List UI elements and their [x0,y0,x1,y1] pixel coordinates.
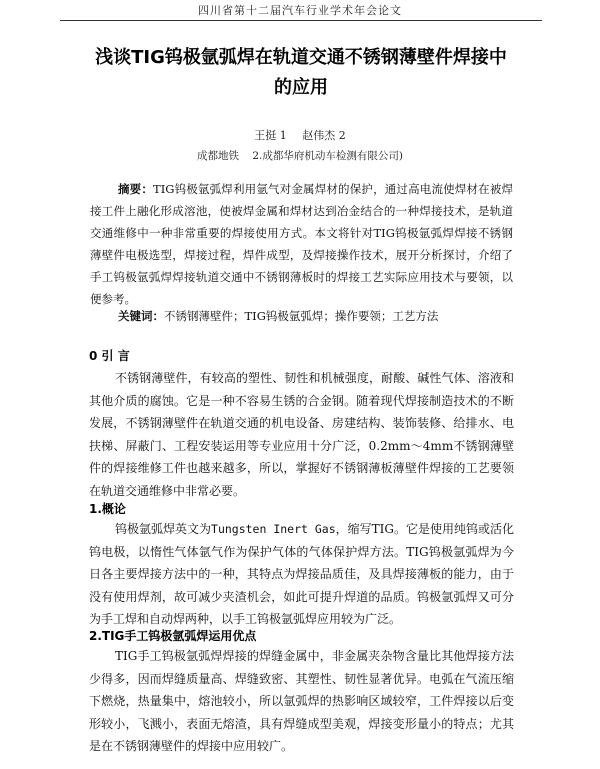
author-2: 赵伟杰 2 [302,129,346,142]
section-paragraph-overview [89,518,514,631]
section-paragraph-introduction: 不锈钢薄壁件，有较高的塑性、韧性和机械强度，耐酸、碱性气体、溶液和其他介质的腐蚀。它是一种不容易生锈的合金钢。随着现代焊接制造技术的不断发展，不锈钢薄壁件在轨道交通的机电设备、房建结构、装饰装修、给排水、电扶梯、屏蔽门、工程安装运用等专业应用十分广泛，0.2mm～4mm不锈钢薄壁件的焊接维修工件也越来越多，所以，掌握好不锈钢薄板薄壁件焊接的工艺要领在轨道交通维修中非常必要。 [89,371,514,498]
affiliation-1: 成都地铁 [197,150,240,162]
section-heading-introduction: 0 引 言 [89,349,130,363]
authors [0,127,600,143]
running-header: 四川省第十二届汽车行业学术年会论文 [198,4,402,17]
abstract [90,178,513,310]
affiliation-2: 2.成都华府机动车检测有限公司) [252,150,403,162]
paper-title [60,43,542,103]
header-rule [60,20,542,21]
section-heading-overview: 1.概论 [89,502,126,516]
section-paragraph-advantages: TIG手工钨极氩弧焊焊接的焊缝金属中，非金属夹杂物含量比其他焊接方法少得多，因而焊缝质量高、焊缝致密、其塑性、韧性显著优异。电弧在气流压缩下燃烧，热量集中，熔池较小，所以氩弧焊的热影响区域较窄，工件焊接以后变形较小，飞溅小，表面无熔渣，具有焊缝成型美观，焊接变形量小的特点；尤其是在不锈钢薄壁件的焊接中应用较广。 [89,649,514,754]
title-line-1: 浅谈TIG钨极氩弧焊在轨道交通不锈钢薄壁件焊接中 [95,47,507,68]
keywords-text: 不锈钢薄壁件；TIG钨极氩弧焊；操作要领；工艺方法 [164,309,439,323]
author-1: 王挺 1 [254,129,287,142]
abstract-label: 摘要： [118,182,154,196]
overview-text-post: ，缩写TIG。它是使用纯钨或活化钨电极，以惰性气体氩气作为保护气体的气体保护焊方法。TIG钨极氩弧焊为今日各主要焊接方法中的一种，其特点为焊接品质佳，及具焊接薄板的能力，由于没有使用焊剂，故可减少夹渣机会，如此可提升焊道的品质。钨极氩弧焊又可分为手工焊和自动焊两种，以手工钨极氩弧焊应用较为广泛。 [89,522,514,627]
overview-text-latin: Tungsten Inert Gas [211,522,336,536]
keywords [90,305,513,327]
title-line-2: 的应用 [274,77,328,98]
keywords-label: 关键词： [118,309,164,323]
abstract-text: TIG钨极氩弧焊利用氩气对金属焊材的保护，通过高电流使焊材在被焊接工件上融化形成溶池，使被焊金属和焊材达到冶金结合的一种焊接技术，是轨道交通维修中一种非常重要的焊接使用方式。本文将针对TIG钨极氩弧焊焊接不锈钢薄壁件电极选型，焊接过程，焊件成型，及焊接操作技术，展开分析探讨，介绍了手工钨极氩弧焊焊接轨道交通中不锈钢薄板时的焊接工艺实际应用技术与要领，以便参考。 [90,182,513,306]
affiliations [0,148,600,163]
section-heading-advantages: 2.TIG手工钨极氩弧焊运用优点 [89,629,257,643]
overview-text-pre: 钨极氩弧焊英文为 [115,522,212,536]
